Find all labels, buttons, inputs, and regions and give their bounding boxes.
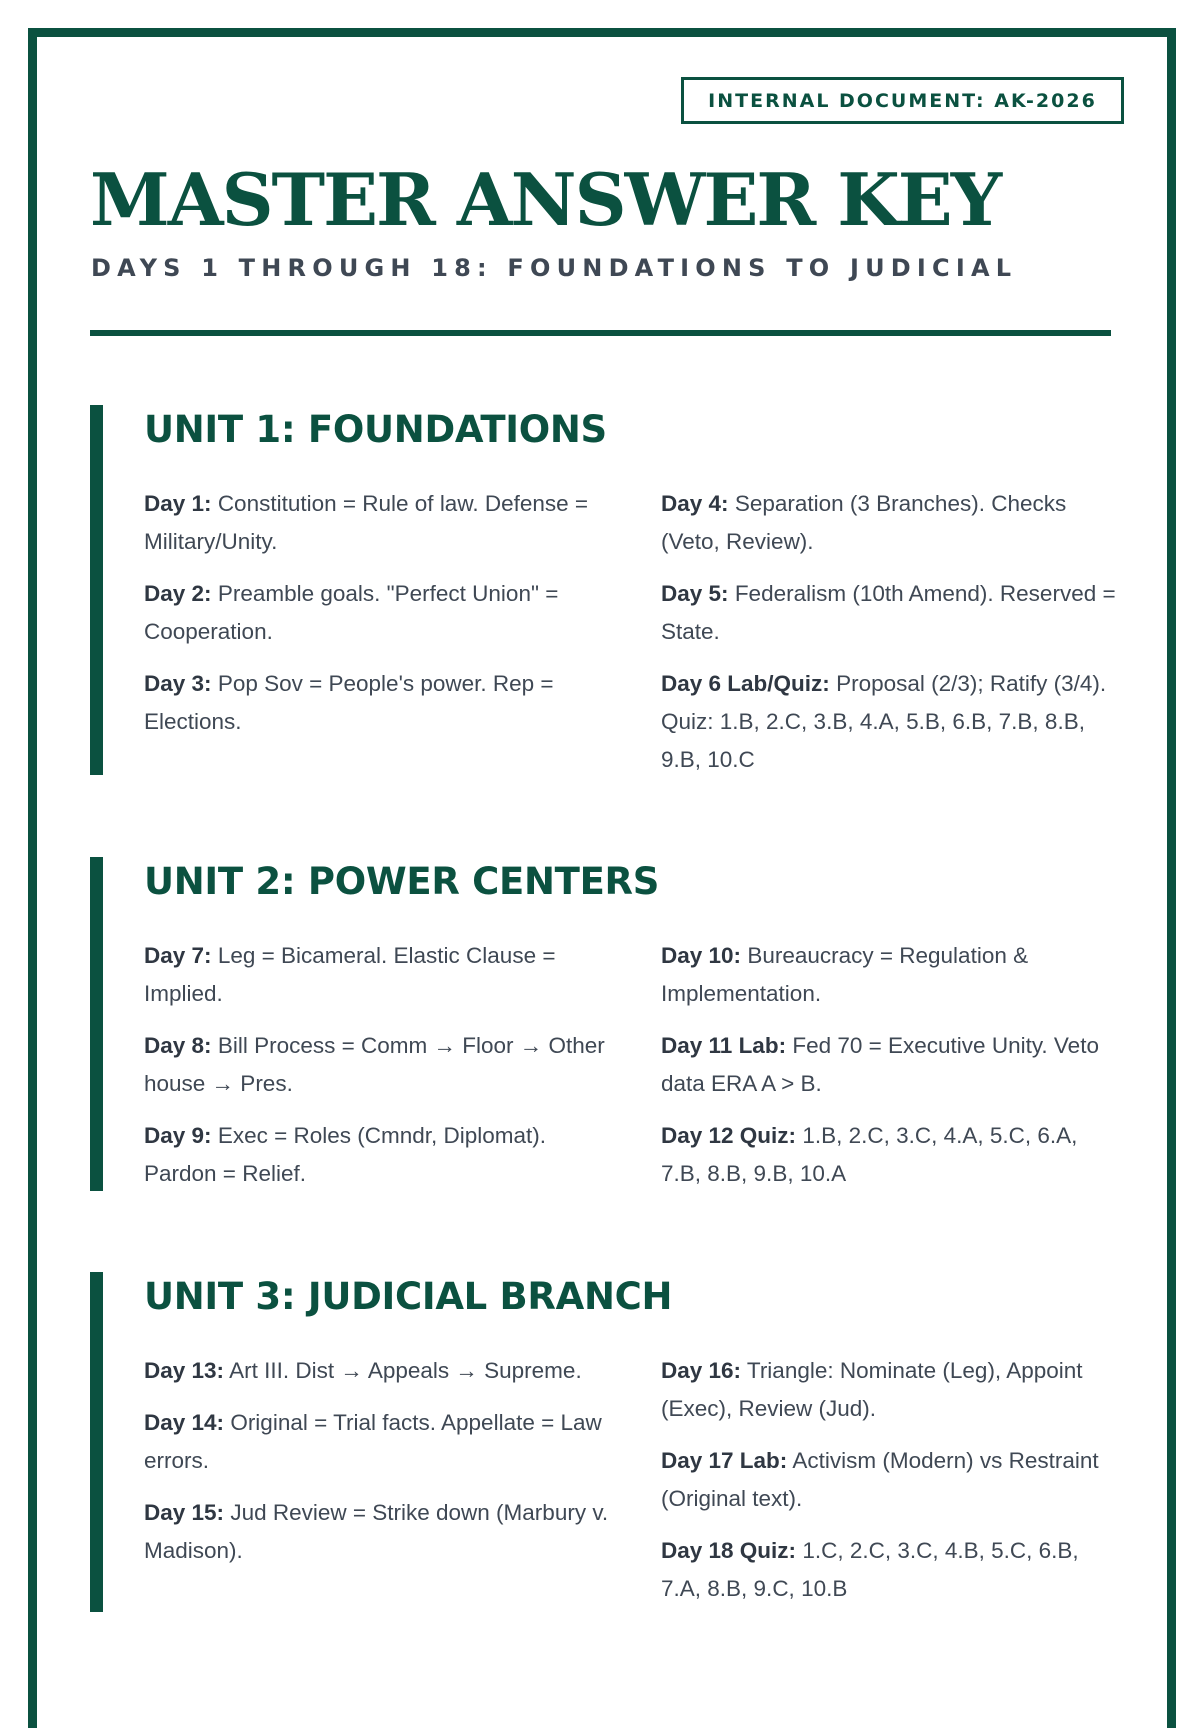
answer-text: Pop Sov = People's power. Rep = Elections. bbox=[144, 671, 554, 734]
answer-text: Proposal (2/3); Ratify (3/4). Quiz: 1.B, 2.C, 3.B, 4.A, 5.B, 6.B, 7.B, 8.B, 9.B, 10.C bbox=[661, 671, 1107, 772]
title-divider bbox=[90, 330, 1111, 336]
answer-entry bbox=[144, 485, 614, 561]
unit-title: UNIT 3: JUDICIAL BRANCH bbox=[144, 1275, 673, 1318]
answer-entry bbox=[144, 1027, 614, 1103]
unit-3-right-column bbox=[661, 1352, 1121, 1622]
answer-entry bbox=[144, 665, 614, 741]
unit-1-left-column bbox=[144, 485, 614, 755]
day-label: Day 2: bbox=[144, 581, 212, 606]
answer-text: Separation (3 Branches). Checks (Veto, Review). bbox=[661, 491, 1067, 554]
day-label: Day 14: bbox=[144, 1410, 225, 1435]
day-label: Day 7: bbox=[144, 943, 212, 968]
day-label: Day 5: bbox=[661, 581, 729, 606]
day-label: Day 17 Lab: bbox=[661, 1448, 788, 1473]
answer-entry bbox=[661, 1117, 1121, 1193]
unit-title: UNIT 2: POWER CENTERS bbox=[144, 860, 660, 903]
document-id-badge: INTERNAL DOCUMENT: AK-2026 bbox=[681, 77, 1124, 124]
unit-2-left-column bbox=[144, 937, 614, 1207]
answer-entry bbox=[144, 937, 614, 1013]
answer-text: Bureaucracy = Regulation & Implementation. bbox=[661, 943, 1029, 1006]
answer-text: Activism (Modern) vs Restraint (Original text). bbox=[661, 1448, 1099, 1511]
unit-2-section bbox=[90, 857, 1111, 1191]
answer-text: Original = Trial facts. Appellate = Law errors. bbox=[144, 1410, 602, 1473]
unit-1-right-column bbox=[661, 485, 1121, 793]
day-label: Day 18 Quiz: bbox=[661, 1538, 797, 1563]
unit-title: UNIT 1: FOUNDATIONS bbox=[144, 408, 607, 451]
answer-text: 1.B, 2.C, 3.C, 4.A, 5.C, 6.A, 7.B, 8.B, 9.B, 10.A bbox=[661, 1123, 1078, 1186]
answer-entry bbox=[661, 937, 1121, 1013]
answer-text: Fed 70 = Executive Unity. Veto data ERA A > B. bbox=[661, 1033, 1099, 1096]
answer-text: Jud Review = Strike down (Marbury v. Madison). bbox=[144, 1500, 609, 1563]
unit-3-left-column bbox=[144, 1352, 614, 1584]
day-label: Day 12 Quiz: bbox=[661, 1123, 797, 1148]
answer-entry bbox=[144, 1117, 614, 1193]
answer-text: Preamble goals. "Perfect Union" = Cooperation. bbox=[144, 581, 559, 644]
answer-entry bbox=[144, 575, 614, 651]
day-label: Day 15: bbox=[144, 1500, 225, 1525]
answer-entry bbox=[661, 1352, 1121, 1428]
answer-entry bbox=[661, 575, 1121, 651]
day-label: Day 13: bbox=[144, 1358, 225, 1383]
day-label: Day 1: bbox=[144, 491, 212, 516]
answer-text: Leg = Bicameral. Elastic Clause = Implied. bbox=[144, 943, 556, 1006]
day-label: Day 10: bbox=[661, 943, 742, 968]
page-subtitle: DAYS 1 THROUGH 18: FOUNDATIONS TO JUDICIAL bbox=[91, 254, 1018, 282]
answer-entry bbox=[144, 1404, 614, 1480]
day-label: Day 11 Lab: bbox=[661, 1033, 787, 1058]
answer-entry bbox=[661, 665, 1121, 779]
answer-text: 1.C, 2.C, 3.C, 4.B, 5.C, 6.B, 7.A, 8.B, 9.C, 10.B bbox=[661, 1538, 1079, 1601]
day-label: Day 16: bbox=[661, 1358, 742, 1383]
answer-text: Federalism (10th Amend). Reserved = State. bbox=[661, 581, 1116, 644]
answer-text: Triangle: Nominate (Leg), Appoint (Exec), Review (Jud). bbox=[661, 1358, 1083, 1421]
answer-entry bbox=[661, 1027, 1121, 1103]
answer-entry bbox=[661, 1532, 1121, 1608]
answer-entry bbox=[144, 1494, 614, 1570]
answer-text: Art III. Dist → Appeals → Supreme. bbox=[229, 1358, 582, 1383]
day-label: Day 6 Lab/Quiz: bbox=[661, 671, 830, 696]
unit-3-section bbox=[90, 1272, 1111, 1612]
answer-entry bbox=[661, 485, 1121, 561]
day-label: Day 9: bbox=[144, 1123, 212, 1148]
answer-entry bbox=[144, 1352, 614, 1390]
day-label: Day 4: bbox=[661, 491, 729, 516]
answer-text: Bill Process = Comm → Floor → Other house → Pres. bbox=[144, 1033, 605, 1096]
answer-entry bbox=[661, 1442, 1121, 1518]
page-title: MASTER ANSWER KEY bbox=[90, 157, 1001, 242]
day-label: Day 8: bbox=[144, 1033, 212, 1058]
answer-text: Constitution = Rule of law. Defense = Military/Unity. bbox=[144, 491, 589, 554]
unit-1-section bbox=[90, 405, 1116, 775]
unit-2-right-column bbox=[661, 937, 1121, 1207]
answer-text: Exec = Roles (Cmndr, Diplomat). Pardon = Relief. bbox=[144, 1123, 547, 1186]
day-label: Day 3: bbox=[144, 671, 212, 696]
